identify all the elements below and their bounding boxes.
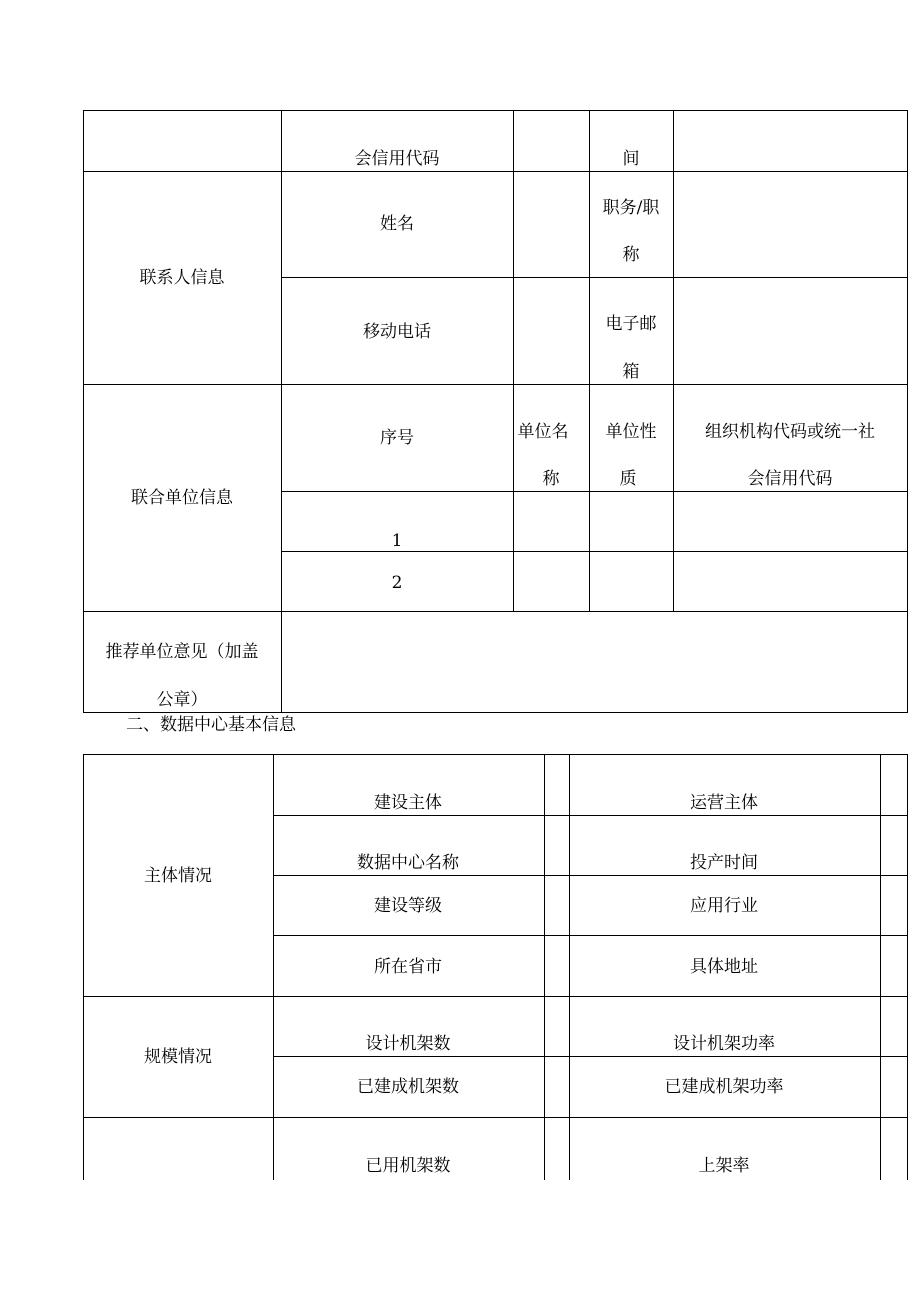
joint-unit-code-field[interactable] [674, 552, 907, 611]
contact-email-label-cont: 箱 [622, 362, 640, 382]
org-code-header-cont: 会信用代码 [747, 469, 833, 489]
commissioning-time-field[interactable] [881, 816, 907, 875]
design-rack-power-field[interactable] [881, 997, 907, 1056]
builder-field[interactable] [545, 755, 569, 815]
contact-mobile-label: 移动电话 [363, 322, 431, 342]
contact-title-label-cont: 称 [622, 245, 640, 265]
org-code-header: 组织机构代码或统一社 [705, 422, 875, 442]
province-city-field[interactable] [545, 936, 569, 996]
recommend-opinion-label-cont: 公章） [156, 690, 208, 710]
construction-grade-label: 建设等级 [374, 896, 442, 916]
joint-unit-nature-field[interactable] [590, 552, 673, 611]
contact-info-label: 联系人信息 [139, 268, 225, 288]
built-rack-power-label: 已建成机架功率 [664, 1077, 784, 1097]
joint-unit-row-number: 2 [391, 573, 403, 593]
joint-unit-nature-field[interactable] [590, 492, 673, 551]
industry-label: 应用行业 [690, 896, 758, 916]
contact-name-label: 姓名 [380, 214, 414, 234]
used-rack-count-field[interactable] [545, 1118, 569, 1180]
unit-nature-header-cont: 质 [619, 469, 637, 489]
time-value[interactable] [674, 111, 907, 171]
address-field[interactable] [881, 936, 907, 996]
datacenter-name-label: 数据中心名称 [357, 853, 459, 873]
contact-title-field[interactable] [674, 172, 907, 277]
time-label-tail: 间 [622, 149, 640, 169]
province-city-label: 所在省市 [374, 957, 442, 977]
built-rack-count-label: 已建成机架数 [357, 1077, 459, 1097]
operator-label: 运营主体 [690, 793, 758, 813]
unit-name-header-cont: 称 [542, 469, 560, 489]
address-label: 具体地址 [690, 957, 758, 977]
datacenter-name-field[interactable] [545, 816, 569, 875]
industry-field[interactable] [881, 876, 907, 935]
joint-unit-row-number: 1 [391, 531, 403, 551]
seq-header: 序号 [380, 428, 414, 448]
contact-mobile-field[interactable] [514, 278, 589, 384]
contact-name-field[interactable] [514, 172, 589, 277]
operator-field[interactable] [881, 755, 907, 815]
construction-grade-field[interactable] [545, 876, 569, 935]
unit-name-header: 单位名 [517, 422, 569, 442]
builder-label: 建设主体 [374, 793, 442, 813]
commissioning-time-label: 投产时间 [690, 853, 758, 873]
org-code-label-tail: 会信用代码 [354, 149, 440, 169]
contact-email-field[interactable] [674, 278, 907, 384]
used-rack-count-label: 已用机架数 [365, 1156, 451, 1176]
design-rack-count-label: 设计机架数 [365, 1034, 451, 1054]
design-rack-count-field[interactable] [545, 997, 569, 1056]
rack-utilization-label: 上架率 [698, 1156, 750, 1176]
rack-utilization-field[interactable] [881, 1118, 907, 1180]
scale-info-label: 规模情况 [144, 1047, 212, 1067]
section-2-title: 二、数据中心基本信息 [126, 715, 296, 735]
joint-unit-name-field[interactable] [514, 492, 589, 551]
joint-unit-name-field[interactable] [514, 552, 589, 611]
joint-unit-info-label: 联合单位信息 [131, 488, 233, 508]
joint-unit-code-field[interactable] [674, 492, 907, 551]
contact-email-label: 电子邮 [605, 314, 657, 334]
org-code-value[interactable] [514, 111, 589, 171]
subject-info-label: 主体情况 [144, 866, 212, 886]
built-rack-count-field[interactable] [545, 1057, 569, 1117]
unit-nature-header: 单位性 [605, 422, 657, 442]
contact-title-label: 职务/职 [602, 198, 660, 218]
recommend-opinion-label: 推荐单位意见（加盖 [105, 642, 259, 662]
built-rack-power-field[interactable] [881, 1057, 907, 1117]
recommend-opinion-field[interactable] [282, 612, 907, 712]
design-rack-power-label: 设计机架功率 [673, 1034, 775, 1054]
